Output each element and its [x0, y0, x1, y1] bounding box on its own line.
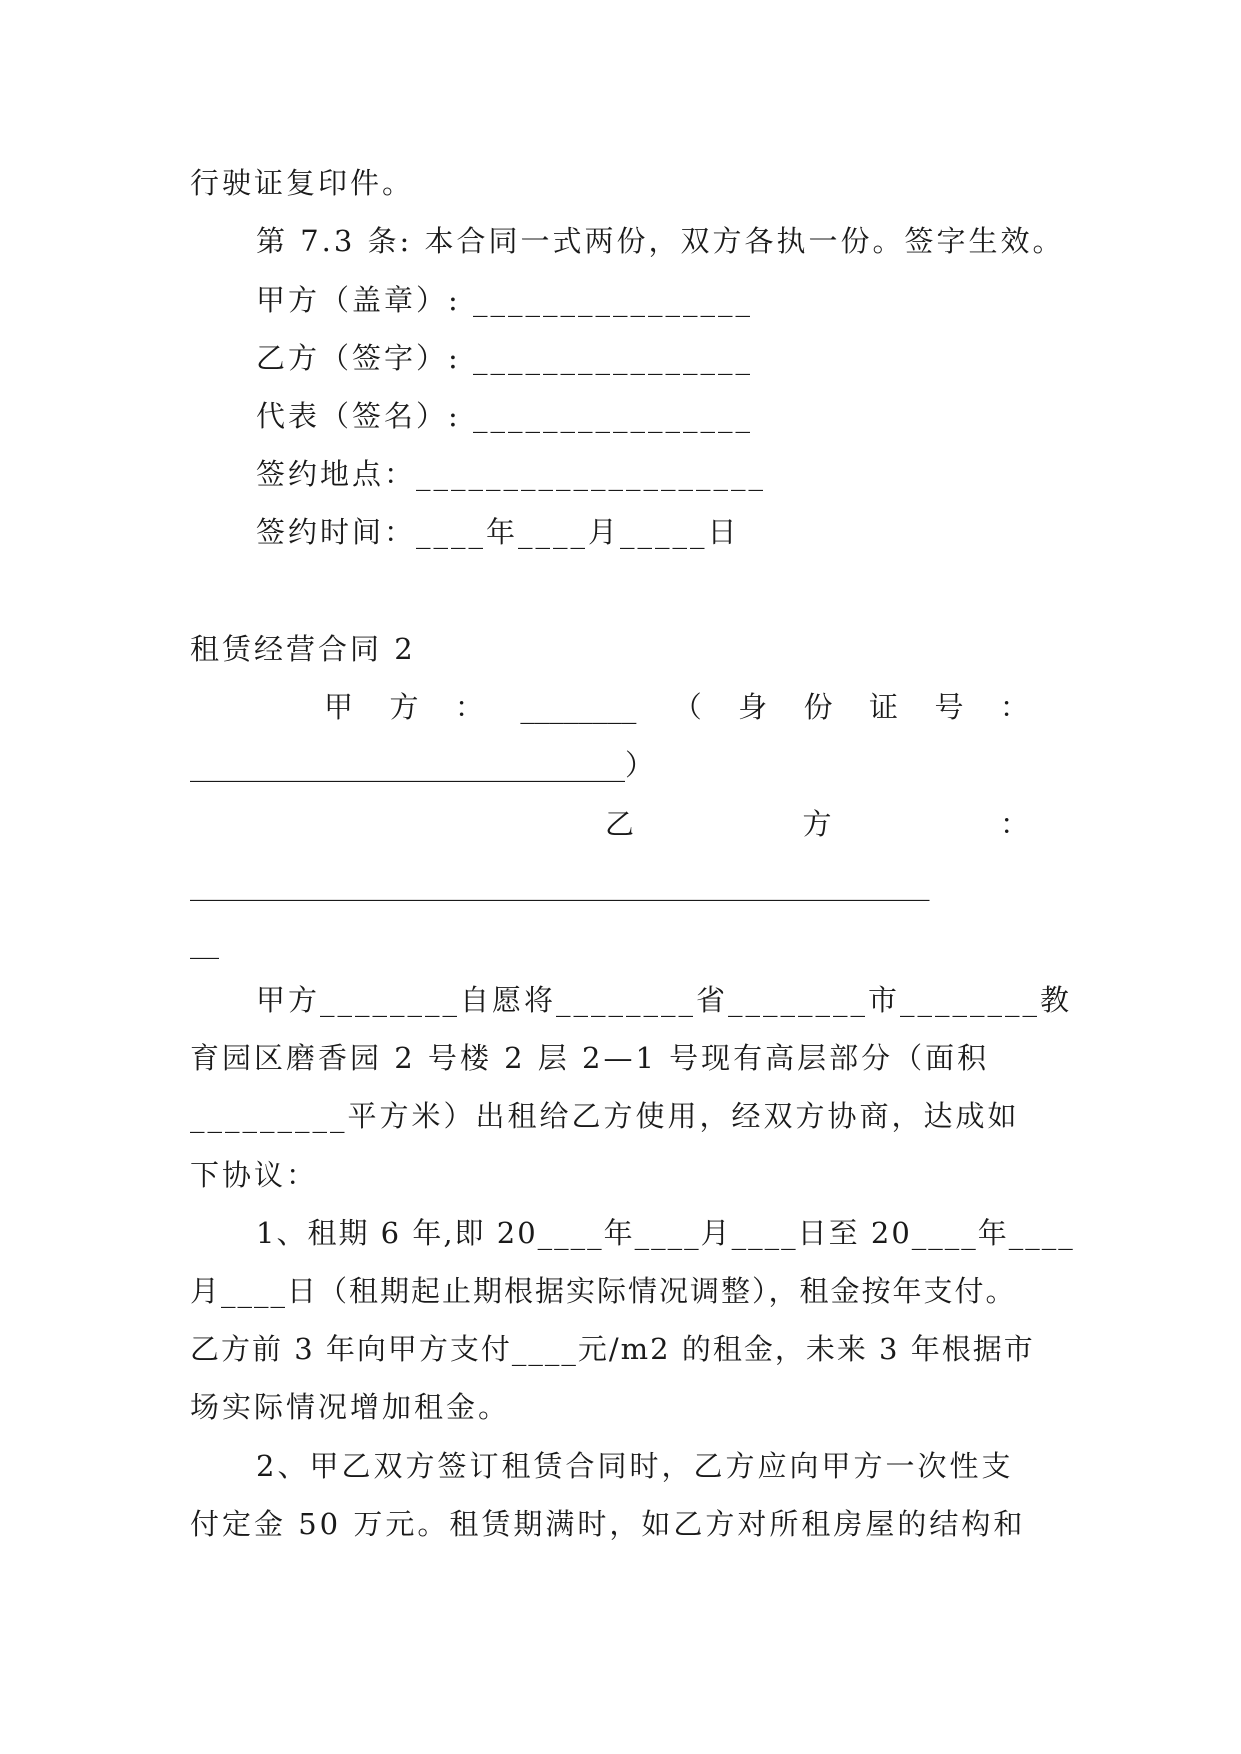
party-a-char: 方 [389, 690, 419, 724]
item-2-line: 2、甲乙双方签订租赁合同时，乙方应向甲方一次性支 [256, 1449, 1014, 1483]
party-b-sign-line: 乙方（签字）: ________________ [256, 341, 753, 375]
id-char: 证 [869, 690, 899, 724]
id-paren-open: （ [672, 690, 702, 724]
contract-title: 租赁经营合同 2 [190, 632, 416, 666]
paragraph-line: _________平方米）出租给乙方使用，经双方协商，达成如 [190, 1099, 1020, 1133]
id-char: 份 [803, 690, 833, 724]
party-a-blank: ________ [520, 690, 637, 724]
party-b-blank-short: __ [190, 925, 219, 959]
id-char: 身 [738, 690, 768, 724]
party-a-seal-line: 甲方（盖章）: ________________ [256, 283, 753, 317]
party-b-blank-long: ___________________________________________________ [190, 867, 930, 901]
id-char: 号 [934, 690, 964, 724]
paragraph-line: 甲方________自愿将________省________市________教 [256, 983, 1073, 1017]
item-1-line: 乙方前 3 年向甲方支付____元/m2 的租金，未来 3 年根据市 [190, 1332, 1035, 1366]
party-b-char: 乙 [605, 807, 635, 841]
party-a-id-blank: ______________________________） [190, 748, 655, 782]
party-b-colon: ： [999, 807, 1029, 841]
representative-sign-line: 代表（签名）: ________________ [256, 399, 753, 433]
item-1-line: 1、租期 6 年,即 20____年____月____日至 20____年____ [256, 1216, 1075, 1250]
signing-place-line: 签约地点：____________________ [256, 457, 767, 491]
paragraph-line: 下协议： [190, 1158, 319, 1192]
party-a-char: 甲 [324, 690, 354, 724]
text-line: 行驶证复印件。 [190, 166, 415, 200]
party-a-row [324, 689, 1029, 725]
party-b-char: 方 [802, 807, 832, 841]
signing-time-line: 签约时间：____年____月_____日 [256, 515, 740, 549]
item-1-line: 月____日（租期起止期根据实际情况调整），租金按年支付。 [190, 1274, 1017, 1308]
id-colon: ： [999, 690, 1029, 724]
party-b-row [605, 806, 1029, 842]
party-a-colon: ： [454, 690, 484, 724]
clause-7-3: 第 7.3 条: 本合同一式两份，双方各执一份。签字生效。 [256, 224, 1065, 258]
paragraph-line: 育园区磨香园 2 号楼 2 层 2—1 号现有高层部分（面积 [190, 1041, 990, 1075]
item-2-line: 付定金 50 万元。租赁期满时，如乙方对所租房屋的结构和 [190, 1507, 1026, 1541]
item-1-line: 场实际情况增加租金。 [190, 1390, 511, 1424]
